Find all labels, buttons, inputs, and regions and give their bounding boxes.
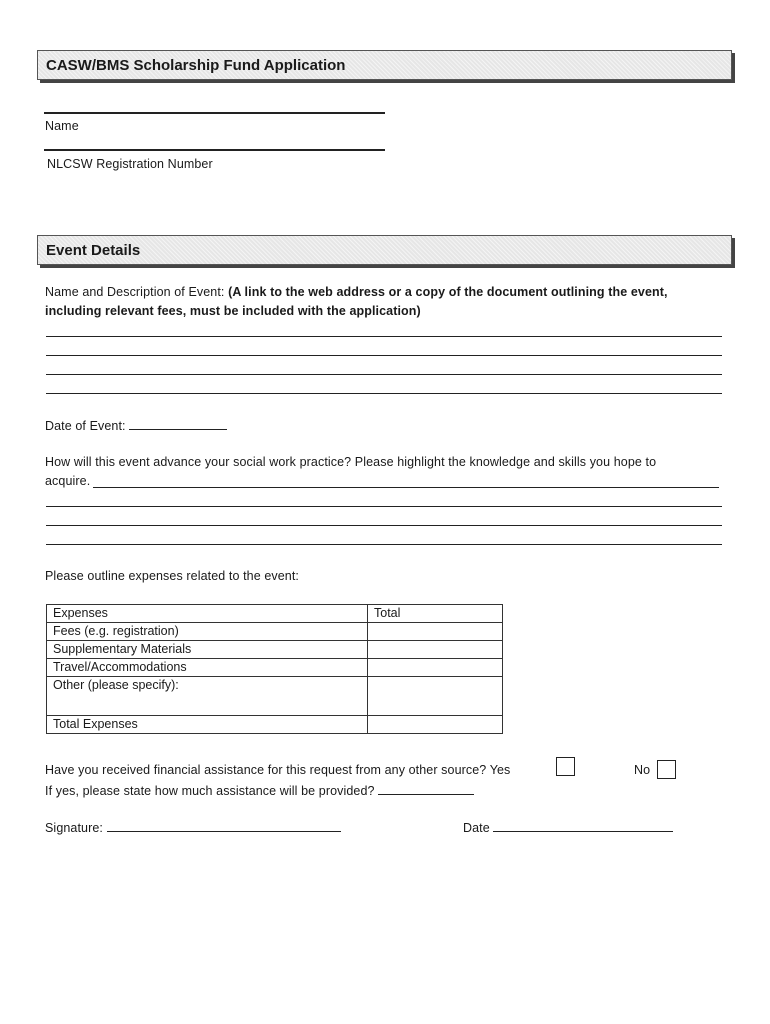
event-details-heading: Event Details xyxy=(37,235,732,265)
description-line[interactable] xyxy=(46,393,722,394)
total-expenses-label: Total Expenses xyxy=(47,716,368,734)
practice-line[interactable] xyxy=(46,525,722,526)
expense-total-cell[interactable] xyxy=(368,641,503,659)
event-description-prefix: Name and Description of Event: xyxy=(45,285,225,299)
table-row xyxy=(47,659,503,677)
signature-row xyxy=(45,819,341,835)
event-description-note-1: (A link to the web address or a copy of the document outlining the event, xyxy=(228,285,668,299)
practice-question-1: How will this event advance your social work practice? Please highlight the knowledge and skills you hope to xyxy=(45,455,657,469)
event-description-note-2: including relevant fees, must be included with the application) xyxy=(45,304,421,318)
expense-total-cell[interactable] xyxy=(368,659,503,677)
signature-label: Signature: xyxy=(45,821,103,835)
expense-total-cell[interactable] xyxy=(368,623,503,641)
event-date-field[interactable] xyxy=(129,417,227,430)
assistance-question-row xyxy=(45,763,510,777)
no-checkbox[interactable] xyxy=(657,760,676,779)
expenses-table xyxy=(46,604,503,734)
table-row xyxy=(47,641,503,659)
form-title: CASW/BMS Scholarship Fund Application xyxy=(37,50,732,80)
date-field[interactable] xyxy=(493,819,673,832)
table-row xyxy=(47,623,503,641)
description-line[interactable] xyxy=(46,374,722,375)
name-field[interactable] xyxy=(44,112,385,114)
event-date-label: Date of Event: xyxy=(45,419,126,433)
registration-field[interactable] xyxy=(44,149,385,151)
practice-line[interactable] xyxy=(46,506,722,507)
expense-label: Fees (e.g. registration) xyxy=(47,623,368,641)
table-header-total: Total xyxy=(368,605,503,623)
assistance-followup-row xyxy=(45,782,474,798)
practice-question-2-row xyxy=(45,474,90,488)
date-label: Date xyxy=(463,821,490,835)
event-date-row xyxy=(45,417,227,433)
practice-line[interactable] xyxy=(93,487,719,488)
no-label: No xyxy=(634,763,651,777)
expense-label: Supplementary Materials xyxy=(47,641,368,659)
yes-label: Yes xyxy=(489,763,511,777)
name-label: Name xyxy=(45,119,79,133)
description-line[interactable] xyxy=(46,355,722,356)
expense-total-cell[interactable] xyxy=(368,677,503,716)
practice-question-2: acquire. xyxy=(45,474,91,488)
table-header-row xyxy=(47,605,503,623)
event-description-label xyxy=(45,285,668,299)
assistance-amount-field[interactable] xyxy=(378,782,474,795)
signature-field[interactable] xyxy=(107,819,341,832)
description-line[interactable] xyxy=(46,336,722,337)
table-header-expenses: Expenses xyxy=(47,605,368,623)
table-total-row xyxy=(47,716,503,734)
expense-label: Travel/Accommodations xyxy=(47,659,368,677)
expense-label: Other (please specify): xyxy=(47,677,368,716)
total-expenses-cell[interactable] xyxy=(368,716,503,734)
practice-line[interactable] xyxy=(46,544,722,545)
date-row xyxy=(463,819,673,835)
assistance-question: Have you received financial assistance for this request from any other source? xyxy=(45,763,487,777)
registration-label: NLCSW Registration Number xyxy=(47,157,213,171)
yes-checkbox[interactable] xyxy=(556,757,575,776)
assistance-followup: If yes, please state how much assistance will be provided? xyxy=(45,784,375,798)
expenses-intro: Please outline expenses related to the event: xyxy=(45,569,299,583)
table-row xyxy=(47,677,503,716)
